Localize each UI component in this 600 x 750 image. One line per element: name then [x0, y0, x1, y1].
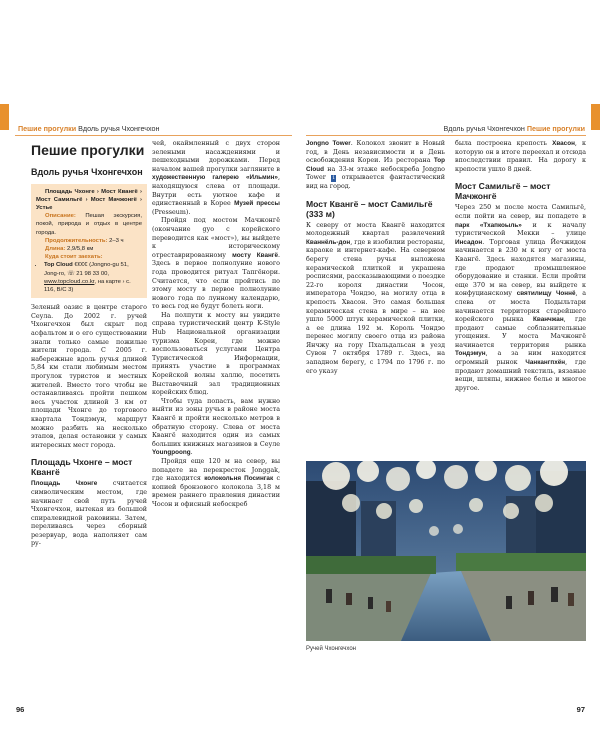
paragraph: На полпути к мосту вы увидите справа туристический центр K-Style Hub Национальной организации туризма Кореи, где можно воспользоваться услугами Центра Туристической Информации, принять участие в программах Корейской волны халлю, посетить Выставочный зал традиционных корейских блюд. — [152, 311, 280, 397]
header-subtitle: Вдоль ручья Чхонгечхон — [443, 124, 525, 133]
paragraph: К северу от моста Квангё находится молодежный квартал развлечений Кваннёль-дон, где в изобилии рестораны, караоке и интернет-кафе. На северном берегу стена ручья выложена керамической плиткой и украшена росписями, рассказывающими о поездке 22-го короля династии Чосон, императора Чондэо, на могилу отца в крепость Хвасон. Это самая большая керамическая стена в мире – на нее ушло 5000 штук керамической плитки, а ее длина 192 м. Король Чондэо перенес могилу своего отца из района Янчжу на гору Пхальдальсан в уезд Сувон 7 октября 1789 г. Здесь, на западном берегу, с 1794 по 1796 г. по его указу — [306, 221, 445, 375]
column-3 — [306, 140, 445, 376]
page-title: Пешие прогулки — [31, 142, 145, 158]
column-4 — [455, 140, 586, 393]
section-heading-samilgyo: Мост Квангё – мост Самильгё (333 м) — [306, 198, 433, 219]
column-1 — [31, 140, 147, 549]
paragraph: Пройдя еще 120 м на север, вы попадете на перекресток Jonggak, где находится колокольня Посингак с копией бронзового колокола 3,18 м времен раннего правления династии Чосон и офисный небоскреб — [152, 457, 281, 508]
route: Площадь Чхонге › Мост Квангё › Мост Самильгё › Мост Мачжонгё › Устье — [36, 188, 142, 211]
stop-label: Куда стоит заехать: — [45, 254, 103, 261]
walk-title: Вдоль ручья Чхонгечхон — [31, 166, 143, 177]
paragraph: была построена крепость Хвасон, к которую он в итоге переехал и отсюда впоследствии правил. На дорогу к крепости ушло 8 дней. — [455, 140, 587, 173]
stream-photo-illustration — [306, 461, 586, 641]
running-header-left — [18, 124, 159, 133]
chapter-tab-left — [0, 104, 9, 130]
header-section: Пешие прогулки — [18, 124, 77, 133]
paragraph: чей, окаймленный с двух сторон зелеными насаждениями и пешеходными дорожками. Перед началом вашей прогулки загляните в художественную галерею «Ильмин», находящуюся слева от площади. Внутри есть уютное кафе и единственный в Корее Музей прессы (Presseum). — [152, 140, 280, 216]
header-rule-right — [306, 135, 586, 136]
stop-item: • Top Cloud €€€€ (Jongno-gu 51, Jong-ro, ☏ 21 98 33 00, www.topcloud.co.kr, на карте › с. 116, В/С 3) — [44, 261, 142, 294]
paragraph: Чтобы туда попасть, вам нужно выйти из зоны ручья в районе моста Квангё и пройти несколько метров в обратную сторону. Слева от моста Квангё находится один из самых больших книжных магазинов в Сеуле Youngpoong. — [152, 397, 280, 457]
chapter-tab-right — [591, 104, 600, 130]
stream-photo — [306, 461, 586, 641]
section-heading-majonggyo: Мост Самильгё – мост Мачжонгё — [455, 181, 551, 202]
header-rule-left — [15, 135, 292, 136]
header-subtitle: Вдоль ручья Чхонгечхон — [78, 124, 160, 133]
column-2 — [152, 140, 280, 510]
page-number-right: 97 — [576, 705, 585, 714]
info-box — [31, 184, 147, 299]
header-section: Пешие прогулки — [526, 124, 585, 133]
map-marker-icon: 1 — [332, 175, 336, 182]
running-header-right — [444, 124, 585, 133]
stop-website-link[interactable]: www.topcloud.co.kr — [44, 278, 95, 285]
paragraph: Через 250 м после моста Самильгё, если пойти на север, вы попадете в парк «Тхапкоыль» и к началу туристической Мекки – улице Инсадон. Торговая улица Йечжидон начинается в 230 м к югу от моста Квангё. Здесь находятся магазины, где продают промышленное оборудование и станки. Если пройти еще 370 м на север, вы выйдете к конфуцианскому святилищу Чоннё, а слева от моста Подыльтари начинается территория старейшего корейского рынка Кванчжан, где продают самые соблазнительные угощения. У моста Мачжонгё начинается территория рынка Тондэмун, а за ним находится огромный рынок Чанкангпхён, где продают домашний текстиль, вязаные вещи, шляпы, нижнее белье и многое другое. — [455, 204, 586, 392]
page-number-left: 96 — [16, 705, 25, 714]
length-line: Длина: 2,9/5,8 км — [45, 246, 94, 253]
stop-list — [36, 261, 142, 294]
paragraph: Jongno Tower. Колокол звонит в Новый год, в День независимости и в День освобождения Кореи. Из ресторана Top Cloud на 33-м этаже небоскреба Jongno Tower 1 открывается фантастический вид на город. — [306, 140, 445, 190]
section-heading-plaza: Площадь Чхонге – мост Квангё — [31, 457, 133, 478]
description-line: Описание: Пешая экскурсия, покой, природа и отдых в центре города. — [36, 213, 142, 236]
paragraph: Площадь Чхонге считается символическим местом, где начинает свой путь ручей Чхонгечхон, вытекая из большой спиралевидной раковины. Затем, переливаясь через сборный резервуар, вода наполняет сам ру- — [31, 480, 147, 548]
intro-paragraph: Зеленый оазис в центре старого Сеула. До 2002 г. ручей Чхонгечхон был скрыт под асфальтом и о его существовании знали только самые пожилые жители города. С 2005 г. набережные вдоль ручья длиной 5,84 км стали любимым местом прогулок туристов и местных жителей. Вместо того чтобы не останавливаясь пройти пешком весь участок длиной 3 км от площади Чхонге до торгового квартала Тондэмун, маршрут можно разбить на несколько этапов, делая остановки у самых интересных мест города. — [31, 304, 147, 449]
duration-line: Продолжительность: 2–3 ч — [45, 237, 124, 244]
paragraph: Пройдя под мостом Мачжонгё (окончание gyo с корейского переводится как «мост»), вы выйдете к историческому отреставрированному мосту Квангё. Здесь в первое полнолуние нового года проводится ритуал Тапгёнори. Считается, что если пройтись по этому мосту в первое полнолуние нового года по лунному календарю, то весь год не будут болеть ноги. — [152, 217, 280, 311]
photo-caption: Ручей Чхонгечхон — [306, 646, 356, 652]
